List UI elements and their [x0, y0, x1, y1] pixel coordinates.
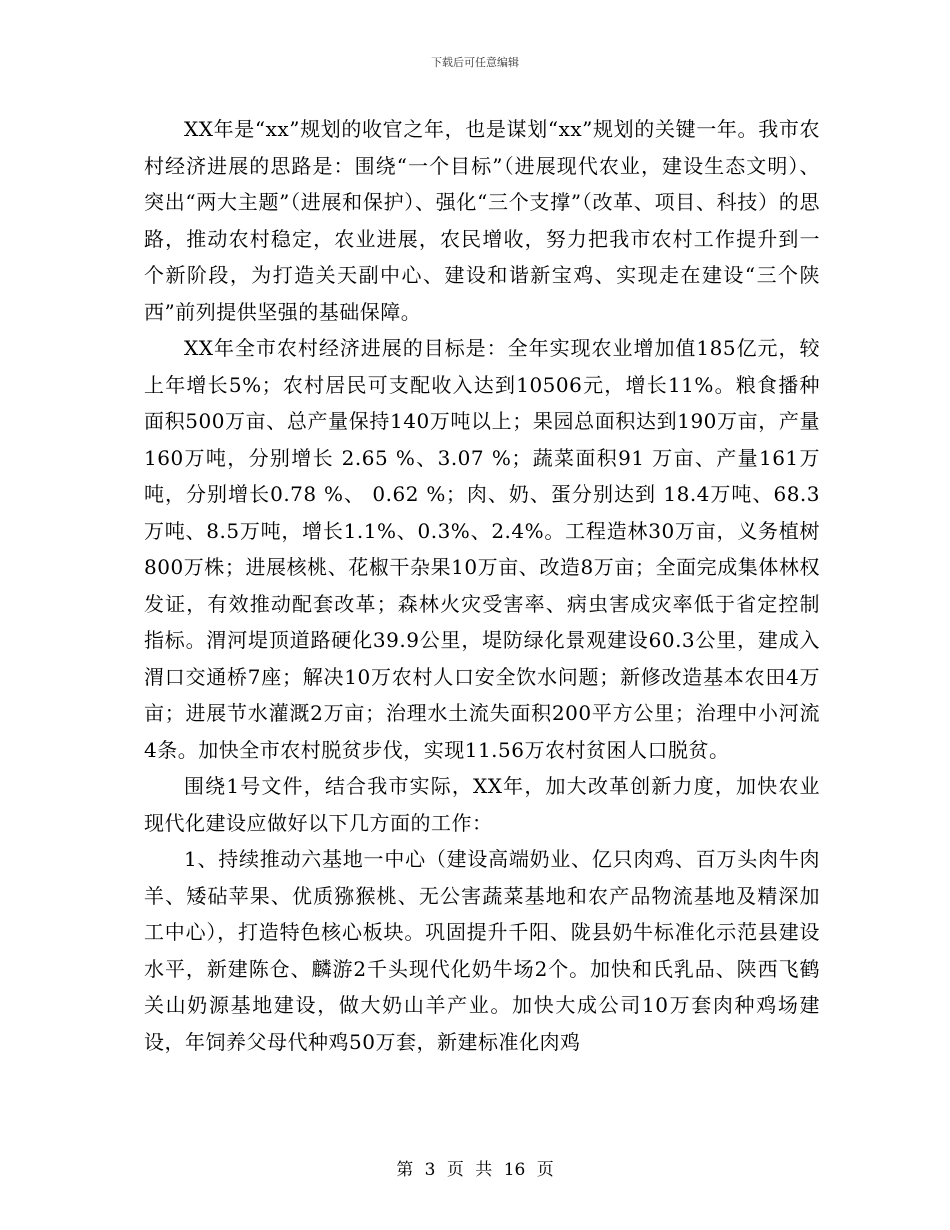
paragraph-task-1: 1、持续推动六基地一中心（建设高端奶业、亿只肉鸡、百万头肉牛肉羊、矮砧苹果、优质猕猴桃、无公害蔬菜基地和农产品物流基地及精深加工中心），打造特色核心板块。巩固提升千阳、陇县奶牛标准化示范县建设水平，新建陈仓、麟游2千头现代化奶牛场2个。加快和氏乳品、陕西飞鹤关山奶源基地建设，做大奶山羊产业。加快大成公司10万套肉种鸡场建设，年饲养父母代种鸡50万套，新建标准化肉鸡 — [144, 847, 820, 1054]
paragraph-annual-targets: XX年全市农村经济进展的目标是：全年实现农业增加值185亿元，较上年增长5%；农村居民可支配收入达到10506元，增长11%。粮食播种面积500万亩、总产量保持140万吨以上；果园总面积达到190万亩，产量160万吨，分别增长 2.65 %、3.07 %；蔬菜面积91 万亩、产量161万吨，分别增长0.78 %、 0.62 %；肉、奶、蛋分别达到 18.4万吨、68.3万吨、8.5万吨，增长1.1%、0.3%、2.4%。工程造林30万亩，义务植树800万株；进展核桃、花椒干杂果10万亩、改造8万亩；全面完成集体林权发证，有效推动配套改革；森林火灾受害率、病虫害成灾率低于省定控制指标。渭河堤顶道路硬化39.9公里，堤防绿化景观建设60.3公里，建成入渭口交通桥7座；解决10万农村人口安全饮水问题；新修改造基本农田4万亩；进展节水灌溉2万亩；治理水土流失面积200平方公里；治理中小河流4条。加快全市农村脱贫步伐，实现11.56万农村贫困人口脱贫。 — [144, 336, 820, 762]
paragraph-planning-ideas: XX年是“xx”规划的收官之年，也是谋划“xx”规划的关键一年。我市农村经济进展的思路是：围绕“一个目标”（进展现代农业，建设生态文明）、突出“两大主题”（进展和保护）、强化“三个支撑”（改革、项目、科技）的思路，推动农村稳定，农业进展，农民增收，努力把我市农村工作提升到一个新阶段，为打造关天副中心、建设和谐新宝鸡、实现走在建设“三个陕西”前列提供坚强的基础保障。 — [144, 117, 820, 324]
document-body — [144, 111, 820, 1060]
page-number: 第 3 页 共 16 页 — [396, 1160, 554, 1180]
page-header-note: 下载后可任意编辑 — [431, 56, 519, 69]
paragraph-key-tasks-intro: 围绕1号文件，结合我市实际，XX年，加大改革创新力度，加快农业现代化建设应做好以下几方面的工作： — [144, 774, 820, 835]
